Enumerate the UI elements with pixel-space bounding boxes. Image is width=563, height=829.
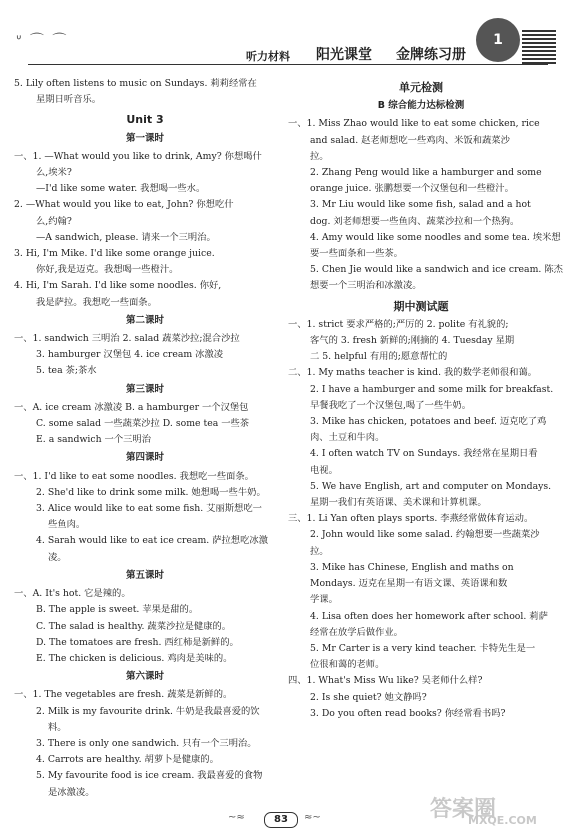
text-line: 一、1. sandwich 三明治 2. salad 蔬菜沙拉;混合沙拉 [14, 333, 240, 345]
text-line: 3. Hi, I'm Mike. I'd like some orange juice. [14, 248, 215, 260]
lesson-heading: 第二课时 [125, 314, 164, 326]
text-line: 要一些面条和一些茶。 [310, 248, 403, 260]
text-line: 3. There is only one sandwich. 只有一个三明治。 [36, 737, 257, 749]
text-line: 三、1. Li Yan often plays sports. 李燕经常做体育运动。 [288, 513, 534, 525]
text-line: —A sandwich, please. 请来一个三明治。 [36, 231, 216, 243]
text-line: 电视。 [310, 464, 338, 476]
text-line: 一、A. ice cream 冰激凌 B. a hamburger 一个汉堡包 [14, 401, 249, 413]
text-line: orange juice. 张鹏想要一个汉堡包和一些橙汁。 [310, 183, 514, 195]
text-line: 凌。 [48, 551, 67, 563]
text-line: 5. My favourite food is ice cream. 我最喜爱的食物 [36, 770, 263, 782]
text-line: 一、1. Miss Zhao would like to eat some chicken, rice [288, 118, 540, 130]
footer-ornament-right-icon: ≈~ [304, 812, 321, 823]
page-header [0, 0, 563, 72]
watermark-url: MXQE.COM [468, 814, 537, 827]
text-line: 5. Lily often listens to music on Sundays. 莉莉经常在 [14, 78, 257, 89]
text-line: 一、A. It's hot. 它是辣的。 [14, 588, 131, 600]
text-line: —I'd like some water. 我想喝一些水。 [36, 183, 206, 195]
page-number: 83 [264, 812, 298, 828]
text-line: 3. Mr Liu would like some fish, salad and a hot [310, 199, 531, 211]
text-line: 5. tea 茶;茶水 [36, 365, 97, 377]
left-column [14, 76, 276, 801]
watermark-logo: 答案圈 [430, 797, 497, 822]
grade-badge-icon: 1 [476, 18, 520, 62]
text-line: Mondays. 迈克在星期一有语文课、英语课和数 [310, 578, 508, 590]
text-line: 4. I often watch TV on Sundays. 我经常在星期日看 [310, 448, 538, 460]
text-line: E. The chicken is delicious. 鸡肉是美味的。 [36, 652, 233, 664]
text-line: and salad. 赵老师想吃一些鸡肉、米饭和蔬菜沙 [310, 134, 510, 146]
lesson-heading: 第三课时 [125, 383, 164, 395]
section-heading: Unit 3 [126, 113, 164, 127]
text-line: 二 5. helpful 有用的;愿意帮忙的 [310, 351, 448, 363]
text-line: 4. Carrots are healthy. 胡萝卜是健康的。 [36, 754, 219, 766]
text-line: 料。 [48, 721, 67, 733]
text-line: 四、1. What's Miss Wu like? 吴老师什么样? [288, 675, 483, 687]
stripes-decoration [522, 30, 556, 64]
right-column [288, 76, 563, 722]
text-line: C. some salad 一些蔬菜沙拉 D. some tea 一些茶 [36, 418, 250, 430]
text-line: 2. I have a hamburger and some milk for breakfast. [310, 383, 554, 395]
text-line: 一、1. —What would you like to drink, Amy? 你想喝什 [14, 150, 262, 162]
section-heading: 期中测试题 [393, 299, 449, 313]
text-line: 5. Chen Jie would like a sandwich and ice cream. 陈杰 [310, 264, 563, 276]
text-line: 拉。 [310, 545, 329, 557]
text-line: C. The salad is healthy. 蔬菜沙拉是健康的。 [36, 620, 232, 632]
text-line: 么,埃米? [36, 167, 72, 179]
text-line: 你好,我是迈克。我想喝一些橙汁。 [36, 264, 179, 276]
text-line: 一、1. strict 要求严格的;严厉的 2. polite 有礼貌的; [288, 318, 509, 330]
text-line: 想要一个三明治和冰激凌。 [310, 280, 422, 292]
text-line: 3. Do you often read books? 你经常看书吗? [310, 707, 506, 719]
text-line: 3. hamburger 汉堡包 4. ice cream 冰激凌 [36, 349, 224, 361]
text-line: 我是萨拉。我想吃一些面条。 [36, 296, 157, 308]
text-line: 2. —What would you like to eat, John? 你想吃什 [14, 199, 234, 211]
text-line: 肉、土豆和牛肉。 [310, 432, 385, 444]
text-line: 2. Is she quiet? 她文静吗? [310, 691, 427, 703]
text-line: 2. Milk is my favourite drink. 牛奶是我最喜爱的饮 [36, 705, 260, 717]
section-heading: 单元检测 [399, 81, 443, 94]
lesson-heading: 第六课时 [125, 671, 164, 683]
text-line: 4. Sarah would like to eat ice cream. 萨拉想吃冰激 [36, 535, 268, 547]
text-line: 星期一我们有英语课、美术课和计算机课。 [310, 497, 487, 509]
header-book-title: 金牌练习册 [396, 47, 466, 63]
text-line: 星期日听音乐。 [36, 94, 102, 106]
text-line: 么,约翰? [36, 215, 72, 227]
footer-ornament-left-icon: ~≈ [228, 812, 245, 823]
lesson-heading: 第四课时 [125, 452, 164, 464]
text-line: 位很和蔼的老师。 [310, 659, 385, 671]
text-line: 4. Lisa often does her homework after school. 莉萨 [310, 610, 548, 622]
text-line: 些鱼肉。 [48, 519, 86, 531]
text-line: 学课。 [310, 594, 338, 606]
text-line: 二、1. My maths teacher is kind. 我的数学老师很和蔼。 [288, 367, 537, 379]
header-series-title: 阳光课堂 [316, 47, 372, 63]
text-line: 早餐我吃了一个汉堡包,喝了一些牛奶。 [310, 399, 472, 411]
lesson-heading: 第五课时 [125, 569, 164, 581]
text-line: 经常在放学后做作业。 [310, 626, 403, 638]
text-line: 2. Zhang Peng would like a hamburger and some [310, 167, 542, 179]
header-rule [28, 64, 548, 65]
lesson-heading: 第一课时 [125, 132, 164, 144]
text-line: E. a sandwich 一个三明治 [36, 434, 152, 446]
text-line: 一、1. I'd like to eat some noodles. 我想吃一些面条。 [14, 470, 254, 482]
header-material-label: 听力材料 [246, 50, 290, 63]
lesson-heading: B 综合能力达标检测 [377, 100, 465, 112]
text-line: 3. Mike has Chinese, English and maths on [310, 561, 514, 573]
text-line: B. The apple is sweet. 苹果是甜的。 [36, 604, 199, 616]
text-line: 3. Mike has chicken, potatoes and beef. 迈克吃了鸡 [310, 416, 547, 428]
text-line: 拉。 [310, 150, 329, 162]
text-line: 4. Amy would like some noodles and some tea. 埃米想 [310, 231, 561, 243]
text-line: 2. She'd like to drink some milk. 她想喝一些牛奶。 [36, 486, 266, 498]
text-line: D. The tomatoes are fresh. 西红柿是新鲜的。 [36, 636, 239, 648]
text-line: dog. 刘老师想要一些鱼肉、蔬菜沙拉和一个热狗。 [310, 215, 520, 227]
text-line: 是冰激凌。 [48, 786, 95, 798]
text-line: 4. Hi, I'm Sarah. I'd like some noodles. 你好, [14, 280, 222, 292]
text-line: 5. Mr Carter is a very kind teacher. 卡特先生是一 [310, 642, 536, 654]
birds-decoration-icon: ᐡ ⌒ ⌒ [16, 33, 69, 49]
text-line: 一、1. The vegetables are fresh. 蔬菜是新鲜的。 [14, 689, 233, 701]
text-line: 5. We have English, art and computer on Mondays. [310, 480, 552, 492]
text-line: 客气的 3. fresh 新鲜的;刚摘的 4. Tuesday 星期 [310, 335, 515, 347]
text-line: 3. Alice would like to eat some fish. 艾丽斯想吃一 [36, 503, 262, 515]
text-line: 2. John would like some salad. 约翰想要一些蔬菜沙 [310, 529, 540, 541]
